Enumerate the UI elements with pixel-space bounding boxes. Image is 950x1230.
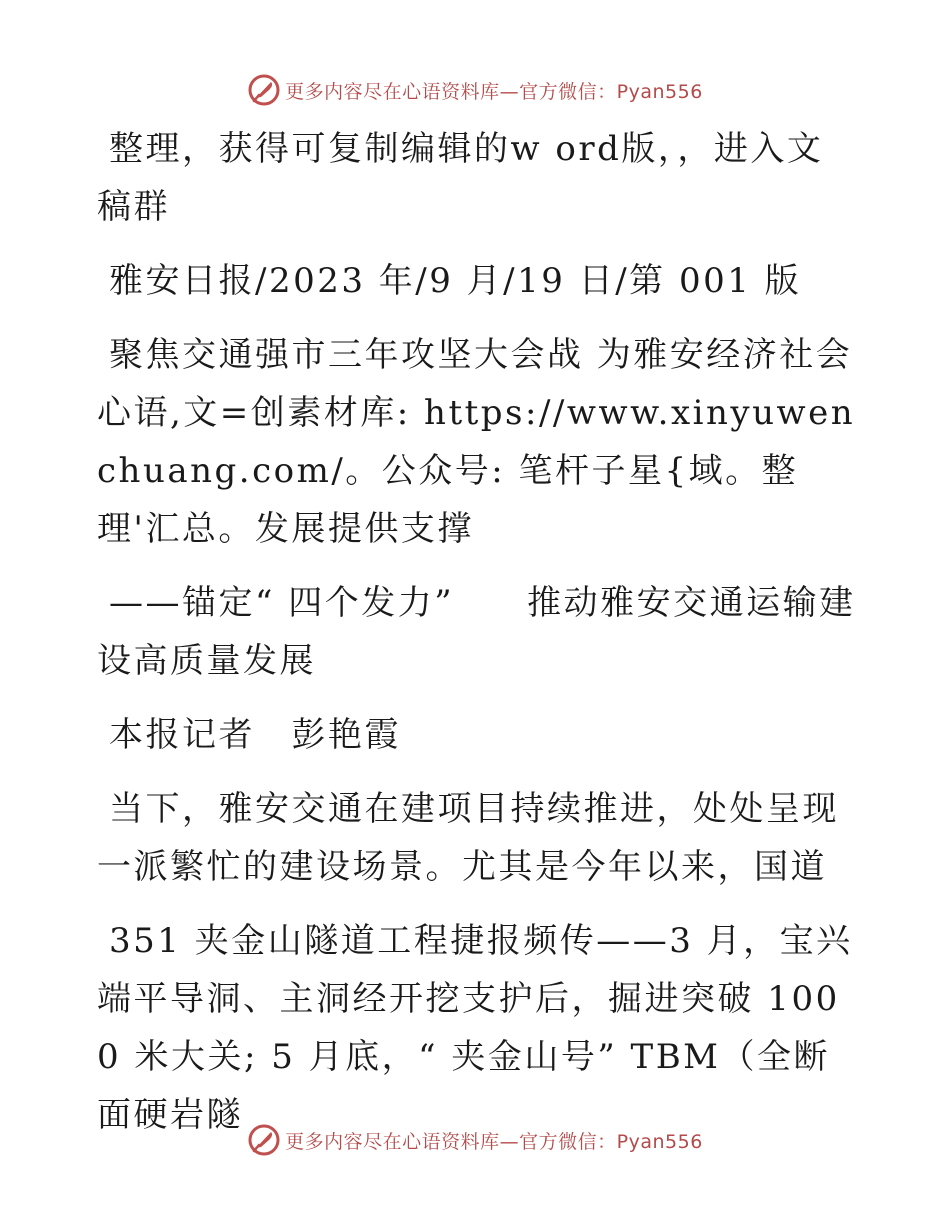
watermark-footer bbox=[0, 1120, 950, 1160]
watermark-header bbox=[0, 70, 950, 110]
paragraph-body-2: 351 夹金山隧道工程捷报频传——3 月，宝兴端平导洞、主洞经开挖支护后，掘进突破 1000 米大关; 5 月底，“ 夹金山号” TBM（全断面硬岩隧 bbox=[97, 921, 853, 1135]
paragraph-byline: 本报记者 彭艳霞 bbox=[109, 715, 401, 755]
watermark-text: 更多内容尽在心语资料库—官方微信：Pyan556 bbox=[285, 80, 703, 103]
feather-logo-icon bbox=[247, 1123, 281, 1157]
paragraph-subheadline: ——锚定“ 四个发力” 推动雅安交通运输建设高质量发展 bbox=[97, 583, 856, 681]
feather-logo-icon bbox=[247, 73, 281, 107]
paragraph-source: 雅安日报/2023 年/9 月/19 日/第 001 版 bbox=[109, 261, 802, 301]
watermark-text: 更多内容尽在心语资料库—官方微信：Pyan556 bbox=[285, 1130, 703, 1153]
paragraph-body-1: 当下，雅安交通在建项目持续推进，处处呈现一派繁忙的建设场景。尤其是今年以来，国道 bbox=[97, 789, 839, 887]
paragraph-note: 整理，获得可复制编辑的w ord版，，进入文稿群 bbox=[97, 129, 824, 227]
document-body bbox=[97, 120, 857, 1160]
paragraph-headline: 聚焦交通强市三年攻坚大会战 为雅安经济社会心语,文=创素材库: https://www.xinyuwenchuang.com/。公众号: 笔杆子星{域。整理'汇总。发展提供支撑 bbox=[97, 335, 856, 549]
